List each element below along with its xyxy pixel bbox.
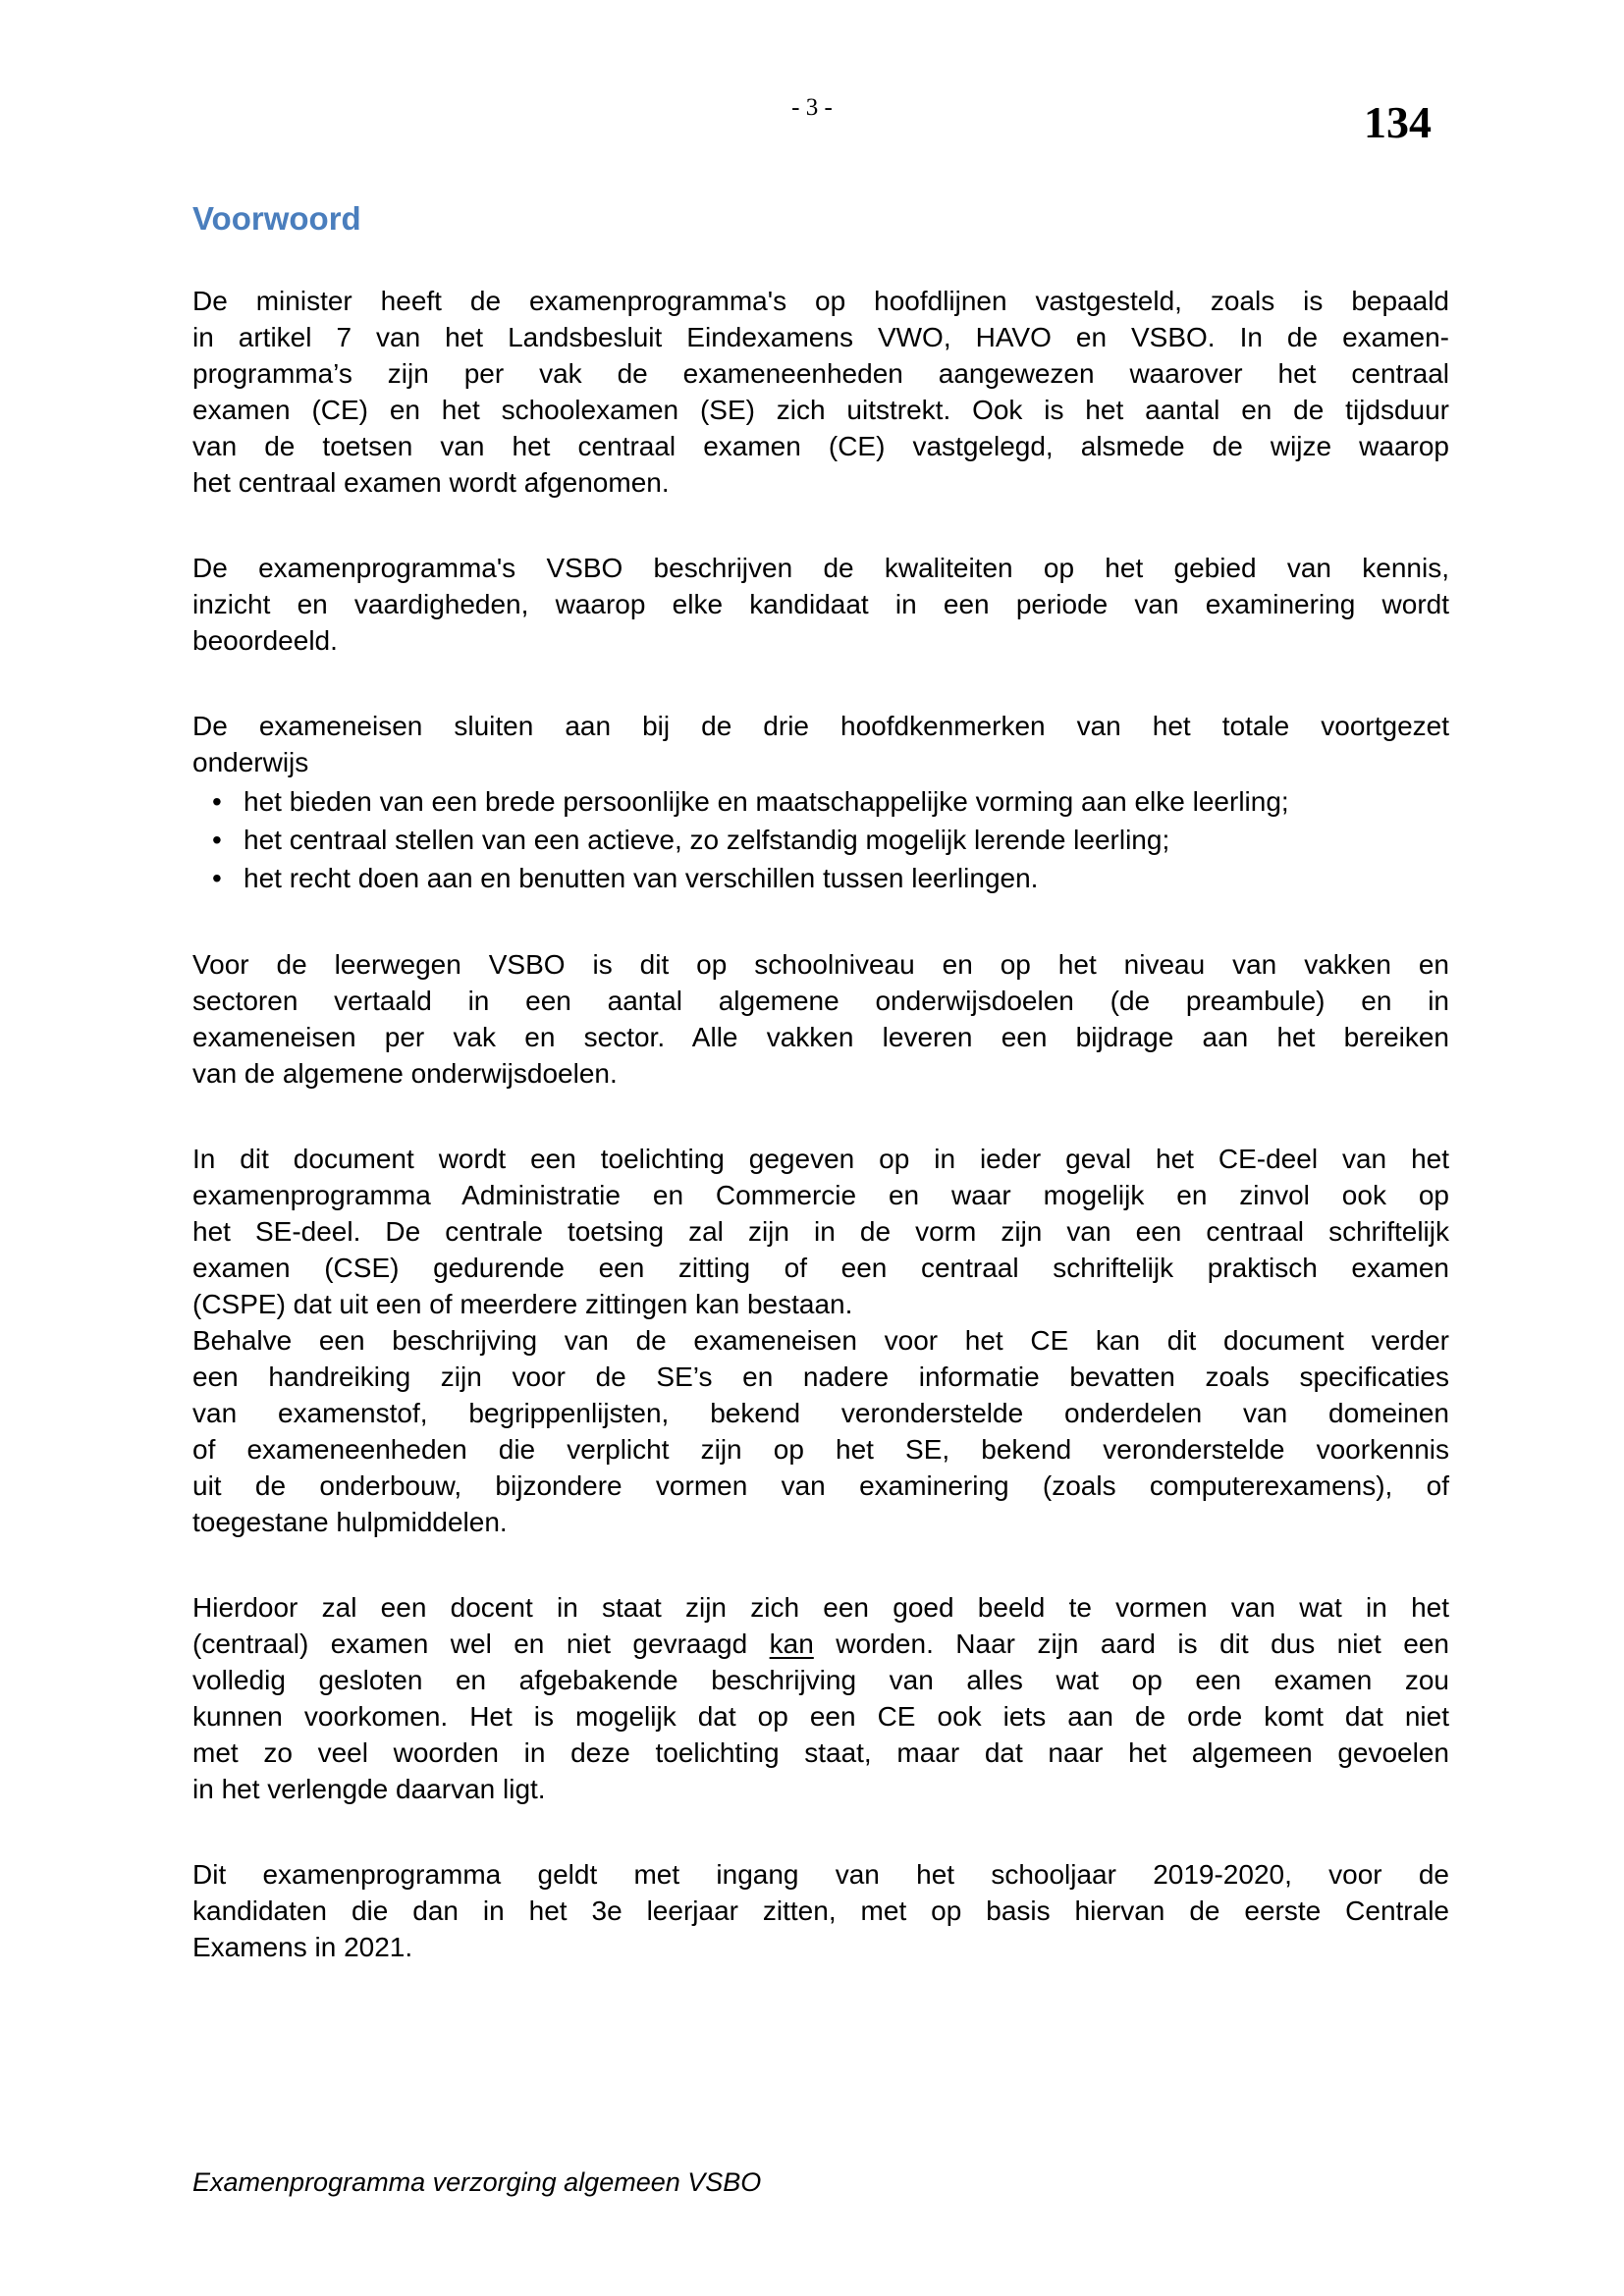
text-run: kandidaten die dan in het 3e leerjaar zitten, met op basis hiervan de eerste Centrale bbox=[192, 1896, 1449, 1926]
paragraph-line bbox=[192, 946, 1449, 983]
paragraph-line bbox=[192, 355, 1449, 392]
corner-page-number: 134 bbox=[1364, 97, 1432, 147]
paragraph-line bbox=[192, 1771, 1449, 1807]
text-run: een handreiking zijn voor de SE’s en nadere informatie bevatten zoals specificaties bbox=[192, 1362, 1449, 1392]
page-title: Voorwoord bbox=[192, 200, 361, 237]
paragraph-line bbox=[192, 1893, 1449, 1929]
text-run: het centraal examen wordt afgenomen. bbox=[192, 467, 670, 498]
paragraph-line bbox=[192, 1395, 1449, 1431]
paragraph-line bbox=[192, 983, 1449, 1019]
paragraph-line bbox=[192, 586, 1449, 622]
document-content bbox=[192, 199, 1449, 1965]
text-run: toegestane hulpmiddelen. bbox=[192, 1507, 508, 1537]
paragraph bbox=[192, 1589, 1449, 1807]
text-run: uit de onderbouw, bijzondere vormen van examinering (zoals computerexamens), of bbox=[192, 1470, 1449, 1501]
paragraph-line bbox=[192, 1589, 1449, 1626]
text-run: examen (CE) en het schoolexamen (SE) zich uitstrekt. Ook is het aantal en de tijdsduur bbox=[192, 395, 1449, 425]
paragraph-line bbox=[192, 1698, 1449, 1735]
text-run: in het verlengde daarvan ligt. bbox=[192, 1774, 546, 1804]
paragraph-line bbox=[192, 1856, 1449, 1893]
text-run: In dit document wordt een toelichting gegeven op in ieder geval het CE-deel van het bbox=[192, 1144, 1449, 1174]
paragraph-line bbox=[192, 1662, 1449, 1698]
paragraph-line bbox=[192, 1177, 1449, 1213]
text-run: De examenprogramma's VSBO beschrijven de kwaliteiten op het gebied van kennis, bbox=[192, 553, 1449, 583]
paragraph bbox=[192, 550, 1449, 659]
paragraph-line bbox=[192, 283, 1449, 319]
paragraph-line bbox=[192, 622, 1449, 659]
text-run: beoordeeld. bbox=[192, 625, 338, 656]
paragraph-line bbox=[192, 319, 1449, 355]
text-run: inzicht en vaardigheden, waarop elke kandidaat in een periode van examinering wordt bbox=[192, 589, 1449, 619]
text-run: worden. Naar zijn aard is dit dus niet een bbox=[813, 1629, 1449, 1659]
paragraph bbox=[192, 946, 1449, 1092]
bullet-icon: • bbox=[212, 786, 222, 817]
text-run: sectoren vertaald in een aantal algemene onderwijsdoelen (de preambule) en in bbox=[192, 986, 1449, 1016]
paragraph-line bbox=[192, 1322, 1449, 1359]
page-number: - 3 - bbox=[791, 94, 833, 121]
text-run: De minister heeft de examenprogramma's op hoofdlijnen vastgesteld, zoals is bepaald bbox=[192, 286, 1449, 316]
paragraph-line bbox=[192, 1735, 1449, 1771]
text-run: volledig gesloten en afgebakende beschrijving van alles wat op een examen zou bbox=[192, 1665, 1449, 1695]
text-run: (centraal) examen wel en niet gevraagd bbox=[192, 1629, 770, 1659]
text-run: in artikel 7 van het Landsbesluit Eindexamens VWO, HAVO en VSBO. In de examen- bbox=[192, 322, 1449, 352]
paragraph bbox=[192, 1322, 1449, 1540]
text-run: examen (CSE) gedurende een zitting of een centraal schriftelijk praktisch examen bbox=[192, 1253, 1449, 1283]
text-run: (CSPE) dat uit een of meerdere zittingen kan bestaan. bbox=[192, 1289, 853, 1319]
text-run: Voor de leerwegen VSBO is dit op schoolniveau en op het niveau van vakken en bbox=[192, 949, 1449, 980]
paragraph-line bbox=[192, 1141, 1449, 1177]
bullet-text: het bieden van een brede persoonlijke en maatschappelijke vorming aan elke leerling; bbox=[244, 786, 1289, 817]
paragraph bbox=[192, 708, 1449, 780]
paragraph-line bbox=[192, 550, 1449, 586]
paragraph-line bbox=[192, 1250, 1449, 1286]
text-run: het SE-deel. De centrale toetsing zal zijn in de vorm zijn van een centraal schriftelijk bbox=[192, 1216, 1449, 1247]
bullet-list bbox=[192, 782, 1449, 897]
bullet-item bbox=[192, 821, 1449, 859]
paragraph bbox=[192, 1141, 1449, 1322]
document-footer: Examenprogramma verzorging algemeen VSBO bbox=[192, 2167, 762, 2197]
paragraph-line bbox=[192, 1213, 1449, 1250]
text-run: met zo veel woorden in deze toelichting staat, maar dat naar het algemeen gevoelen bbox=[192, 1737, 1449, 1768]
paragraph-line bbox=[192, 708, 1449, 744]
paragraph bbox=[192, 283, 1449, 501]
text-run: Hierdoor zal een docent in staat zijn zich een goed beeld te vormen van wat in het bbox=[192, 1592, 1449, 1623]
bullet-icon: • bbox=[212, 863, 222, 893]
text-run: exameneisen per vak en sector. Alle vakken leveren een bijdrage aan het bereiken bbox=[192, 1022, 1449, 1052]
text-run: examenprogramma Administratie en Commercie en waar mogelijk en zinvol ook op bbox=[192, 1180, 1449, 1210]
text-run: De exameneisen sluiten aan bij de drie hoofdkenmerken van het totale voortgezet bbox=[192, 711, 1449, 741]
bullet-text: het recht doen aan en benutten van verschillen tussen leerlingen. bbox=[244, 863, 1039, 893]
text-run: van examenstof, begrippenlijsten, bekend veronderstelde onderdelen van domeinen bbox=[192, 1398, 1449, 1428]
paragraph-line bbox=[192, 1286, 1449, 1322]
text-run: Dit examenprogramma geldt met ingang van het schooljaar 2019-2020, voor de bbox=[192, 1859, 1449, 1890]
paragraph-line bbox=[192, 744, 1449, 780]
paragraph-line bbox=[192, 1055, 1449, 1092]
text-run: onderwijs bbox=[192, 747, 309, 777]
bullet-icon: • bbox=[212, 825, 222, 855]
bullet-text: het centraal stellen van een actieve, zo zelfstandig mogelijk lerende leerling; bbox=[244, 825, 1170, 855]
paragraph-line bbox=[192, 1431, 1449, 1468]
text-run: Examens in 2021. bbox=[192, 1932, 413, 1962]
text-run: programma’s zijn per vak de exameneenheden aangewezen waarover het centraal bbox=[192, 358, 1449, 389]
paragraph-line bbox=[192, 1929, 1449, 1965]
paragraph-line bbox=[192, 1359, 1449, 1395]
text-run: Behalve een beschrijving van de exameneisen voor het CE kan dit document verder bbox=[192, 1325, 1449, 1356]
paragraph-line bbox=[192, 392, 1449, 428]
paragraph-line bbox=[192, 1019, 1449, 1055]
paragraph-line bbox=[192, 1626, 1449, 1662]
paragraph bbox=[192, 1856, 1449, 1965]
underlined-text: kan bbox=[769, 1629, 814, 1659]
paragraph-line bbox=[192, 464, 1449, 501]
text-run: kunnen voorkomen. Het is mogelijk dat op een CE ook iets aan de orde komt dat niet bbox=[192, 1701, 1449, 1732]
bullet-item bbox=[192, 859, 1449, 897]
bullet-item bbox=[192, 782, 1449, 821]
text-run: van de toetsen van het centraal examen (CE) vastgelegd, alsmede de wijze waarop bbox=[192, 431, 1449, 461]
paragraph-line bbox=[192, 428, 1449, 464]
paragraph-line bbox=[192, 1468, 1449, 1504]
text-run: of exameneenheden die verplicht zijn op het SE, bekend veronderstelde voorkennis bbox=[192, 1434, 1449, 1465]
paragraph-line bbox=[192, 1504, 1449, 1540]
text-run: van de algemene onderwijsdoelen. bbox=[192, 1058, 618, 1089]
